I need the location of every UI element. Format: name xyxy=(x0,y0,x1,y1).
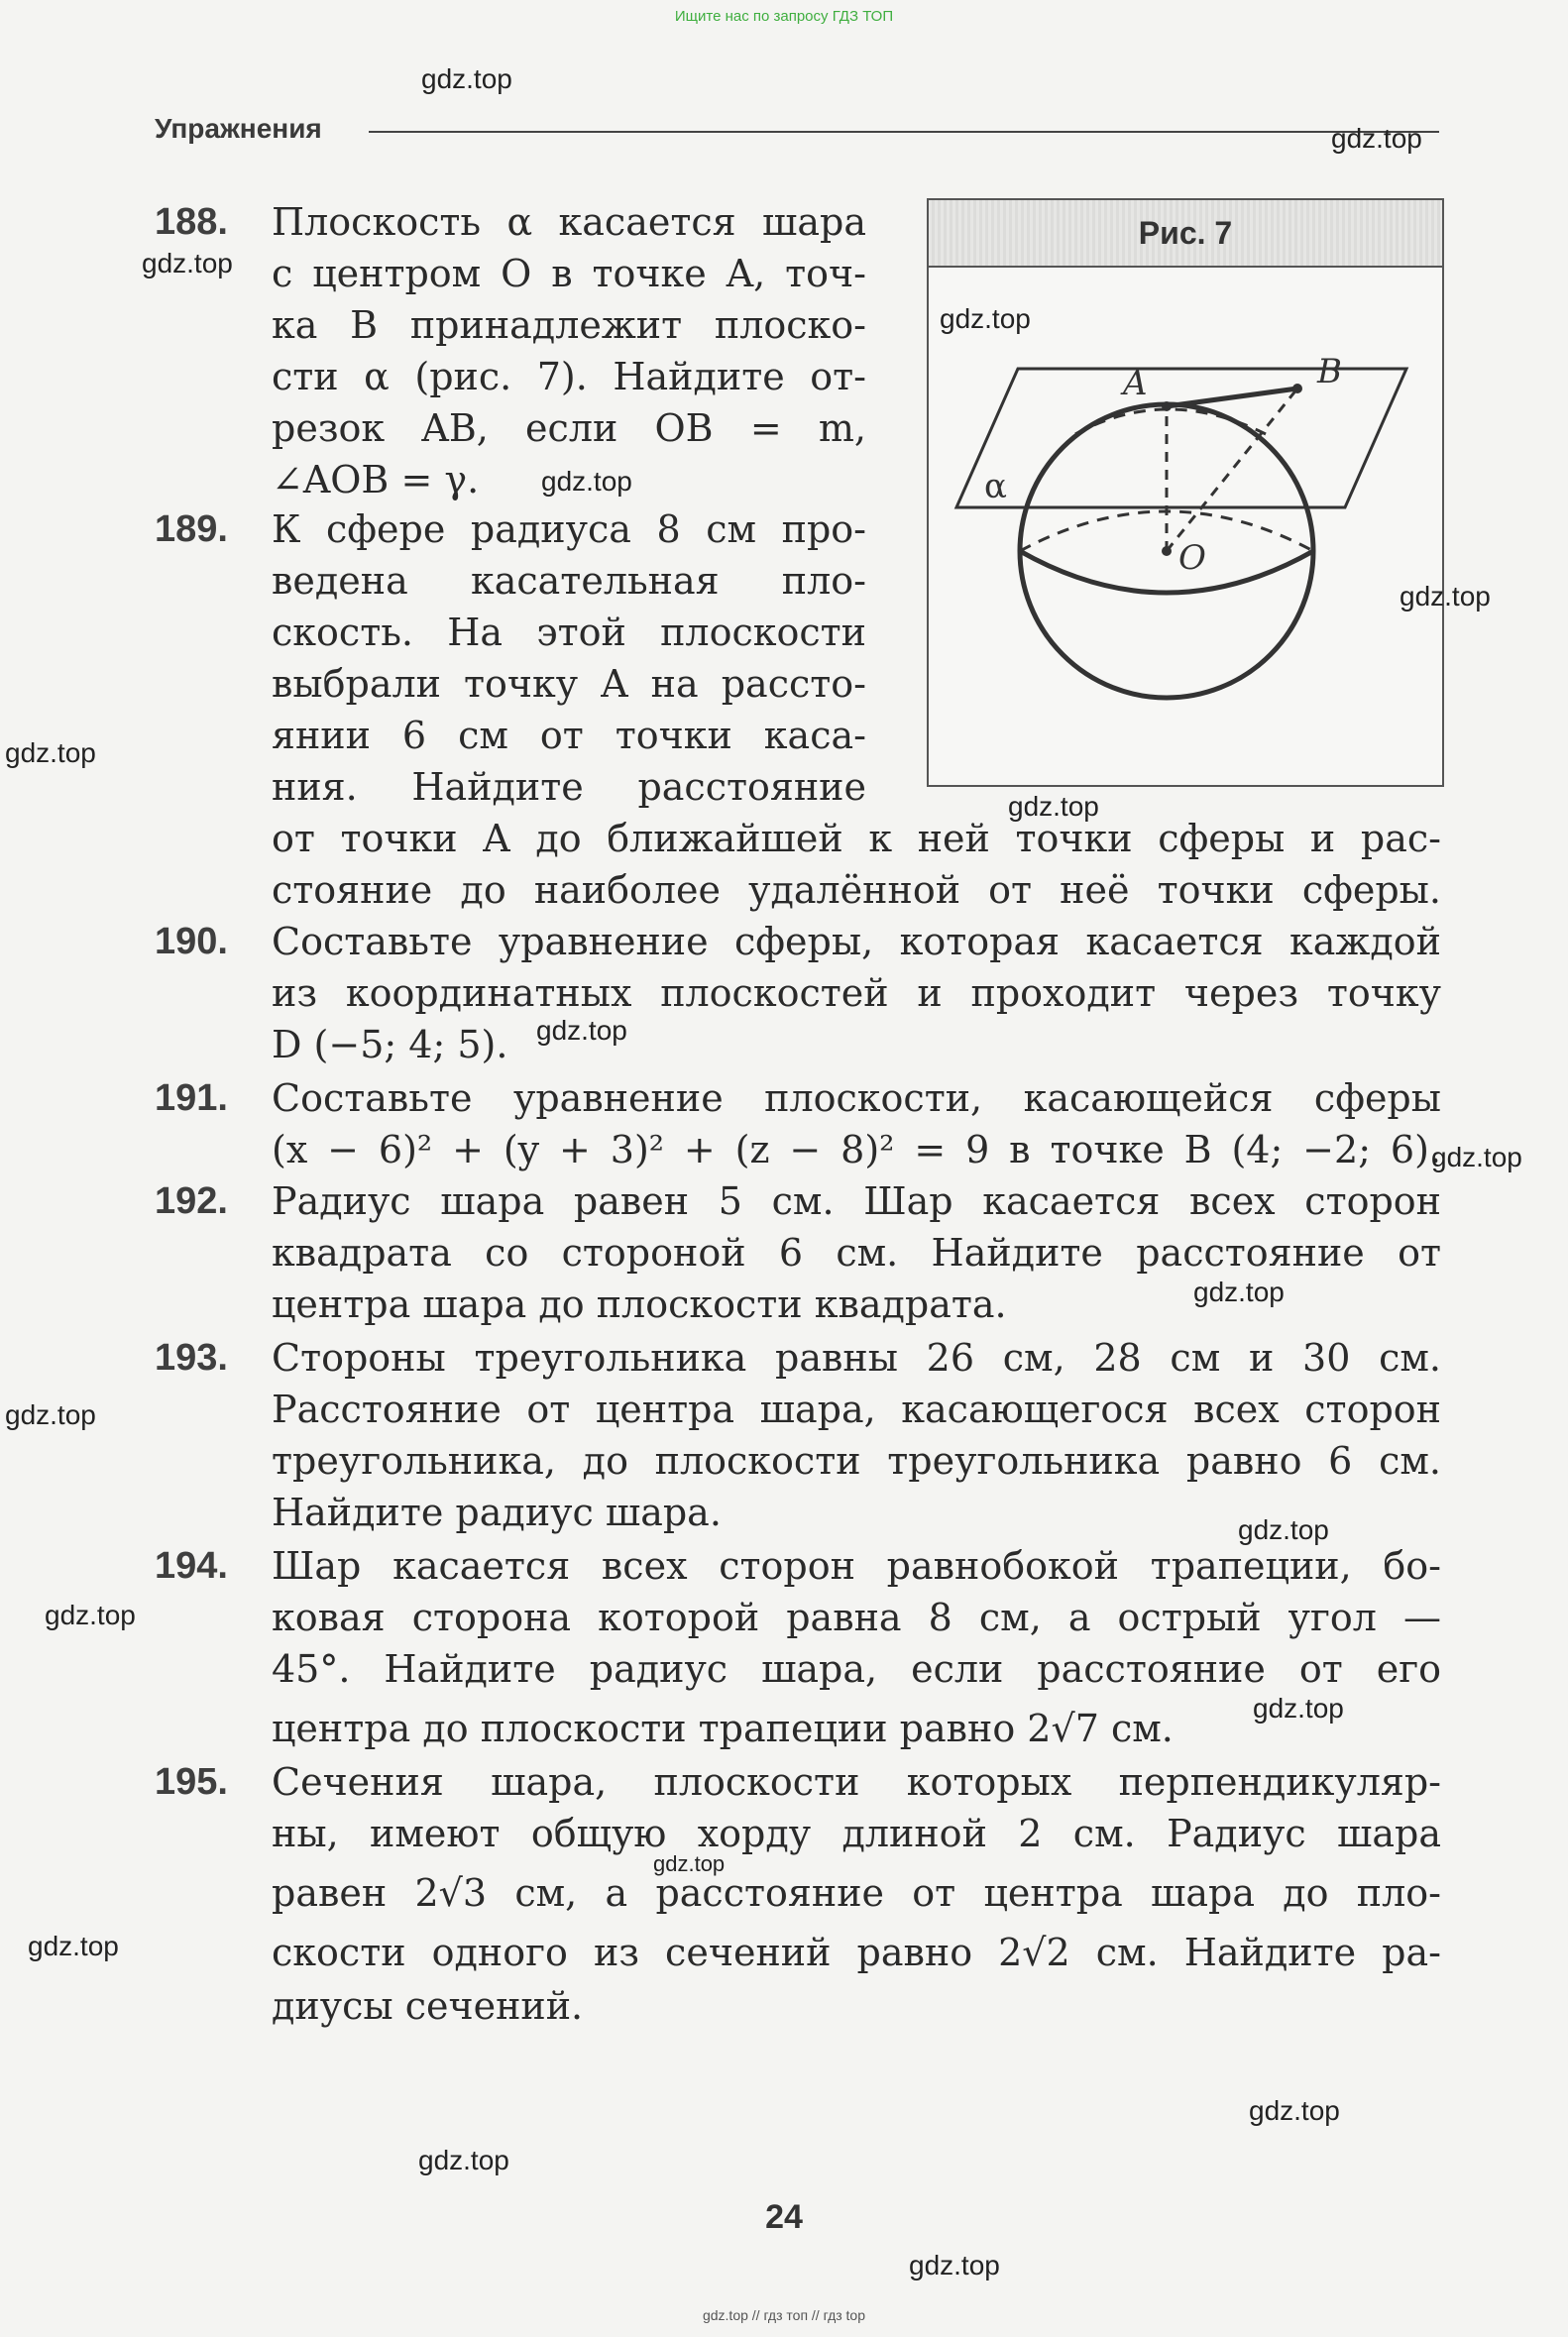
watermark: gdz.top xyxy=(28,1931,119,1961)
sphere-diagram xyxy=(929,268,1442,783)
watermark: gdz.top xyxy=(653,1851,726,1876)
watermark: gdz.top xyxy=(541,466,632,497)
watermark: gdz.top xyxy=(1400,581,1491,612)
figure-7 xyxy=(927,198,1444,787)
exercise-line: Шар касается всех сторон равнобокой трапеции, бо- xyxy=(272,1544,1441,1588)
watermark: gdz.top xyxy=(1431,1142,1522,1172)
watermark: gdz.top xyxy=(5,1399,96,1430)
exercise-number: 195. xyxy=(155,1761,228,1803)
exercise-line: Стороны треугольника равны 26 см, 28 см и 30 см. xyxy=(272,1336,1441,1380)
point-a xyxy=(1162,401,1172,411)
watermark: gdz.top xyxy=(1253,1693,1344,1724)
exercise-line: Плоскость α касается шара xyxy=(272,200,866,244)
exercise-line: ны, имеют общую хорду длиной 2 см. Радиус шара xyxy=(272,1812,1441,1855)
watermark: gdz.top xyxy=(421,63,512,94)
exercise-line: ния. Найдите расстояние xyxy=(272,765,866,809)
exercise-number: 189. xyxy=(155,508,228,550)
watermark: gdz.top xyxy=(1238,1514,1329,1545)
label-o: O xyxy=(1178,538,1206,578)
figure-header xyxy=(929,200,1442,268)
exercise-line: Сечения шара, плоскости которых перпендикуляр- xyxy=(272,1760,1441,1804)
exercise-number: 188. xyxy=(155,201,228,243)
exercise-line: янии 6 см от точки каса- xyxy=(272,714,866,757)
exercise-line: Радиус шара равен 5 см. Шар касается всех сторон xyxy=(272,1179,1441,1223)
exercise-line: К сфере радиуса 8 см про- xyxy=(272,507,866,551)
exercise-line: ∠AOB = γ. xyxy=(272,458,480,501)
point-b xyxy=(1292,384,1302,393)
exercise-line: скость. На этой плоскости xyxy=(272,611,866,654)
exercise-line: 45°. Найдите радиус шара, если расстояние от его xyxy=(272,1647,1441,1691)
bottom-note: gdz.top // гдз топ // гдз top xyxy=(702,2307,866,2323)
exercise-number: 193. xyxy=(155,1337,228,1379)
watermark: gdz.top xyxy=(1193,1277,1285,1307)
exercise-line: равен 2√3 см, а расстояние от центра шара до пло- xyxy=(272,1871,1441,1915)
label-alpha: α xyxy=(984,467,1007,506)
exercise-number: 194. xyxy=(155,1545,228,1587)
exercise-line: сти α (рис. 7). Найдите от- xyxy=(272,355,866,398)
exercise-line: центра шара до плоскости квадрата. xyxy=(272,1282,1007,1326)
exercise-line: стояние до наиболее удалённой от неё точки сферы. xyxy=(272,868,1441,912)
exercise-line: (x − 6)² + (y + 3)² + (z − 8)² = 9 в точке B (4; −2; 6). xyxy=(272,1128,1441,1171)
exercise-number: 190. xyxy=(155,921,228,962)
exercise-line: D (−5; 4; 5). xyxy=(272,1023,508,1066)
exercise-line: ведена касательная пло- xyxy=(272,559,866,603)
segment-ob xyxy=(1167,389,1297,551)
exercise-number: 191. xyxy=(155,1077,228,1119)
label-a: A xyxy=(1123,364,1148,403)
watermark: gdz.top xyxy=(5,737,96,768)
exercise-line: Составьте уравнение сферы, которая касается каждой xyxy=(272,920,1441,963)
watermark: gdz.top xyxy=(909,2250,1000,2281)
watermark: gdz.top xyxy=(940,303,1031,334)
watermark: gdz.top xyxy=(1249,2095,1340,2126)
exercise-line: из координатных плоскостей и проходит через точку xyxy=(272,971,1441,1015)
exercise-line: Составьте уравнение плоскости, касающейся сферы xyxy=(272,1076,1441,1120)
watermark: gdz.top xyxy=(1008,791,1099,822)
exercise-line: Найдите радиус шара. xyxy=(272,1491,722,1534)
exercise-line: ковая сторона которой равна 8 см, а острый угол — xyxy=(272,1596,1441,1639)
equator-front xyxy=(1020,551,1313,593)
exercise-line: ка B принадлежит плоско- xyxy=(272,303,866,347)
segment-ab xyxy=(1167,389,1297,406)
page-number: 24 xyxy=(765,2198,803,2236)
exercise-line: Расстояние от центра шара, касающегося всех сторон xyxy=(272,1388,1441,1431)
exercise-line: от точки A до ближайшей к ней точки сферы и рас- xyxy=(272,817,1441,860)
exercise-line: диусы сечений. xyxy=(272,1984,584,2028)
exercise-line: центра до плоскости трапеции равно 2√7 см. xyxy=(272,1707,1174,1750)
exercise-line: с центром O в точке A, точ- xyxy=(272,252,866,295)
exercise-line: треугольника, до плоскости треугольника равно 6 см. xyxy=(272,1439,1441,1483)
watermark: gdz.top xyxy=(536,1015,627,1046)
exercise-number: 192. xyxy=(155,1180,228,1222)
watermark: gdz.top xyxy=(1331,123,1422,154)
watermark: gdz.top xyxy=(45,1600,136,1630)
watermark: gdz.top xyxy=(142,248,233,278)
section-title: Упражнения xyxy=(155,113,322,144)
top-note: Ищите нас по запросу ГДЗ ТОП xyxy=(674,8,894,25)
label-b: B xyxy=(1317,352,1342,391)
exercise-line: выбрали точку A на рассто- xyxy=(272,662,866,706)
exercise-line: квадрата со стороной 6 см. Найдите расстояние от xyxy=(272,1231,1441,1275)
exercise-line: скости одного из сечений равно 2√2 см. Найдите ра- xyxy=(272,1931,1441,1974)
point-o xyxy=(1162,546,1172,556)
figure-title: Рис. 7 xyxy=(1138,214,1233,251)
section-rule xyxy=(369,131,1439,133)
sphere-cap-dashed xyxy=(1075,409,1266,434)
watermark: gdz.top xyxy=(418,2145,509,2175)
exercise-line: резок AB, если OB = m, xyxy=(272,406,866,450)
